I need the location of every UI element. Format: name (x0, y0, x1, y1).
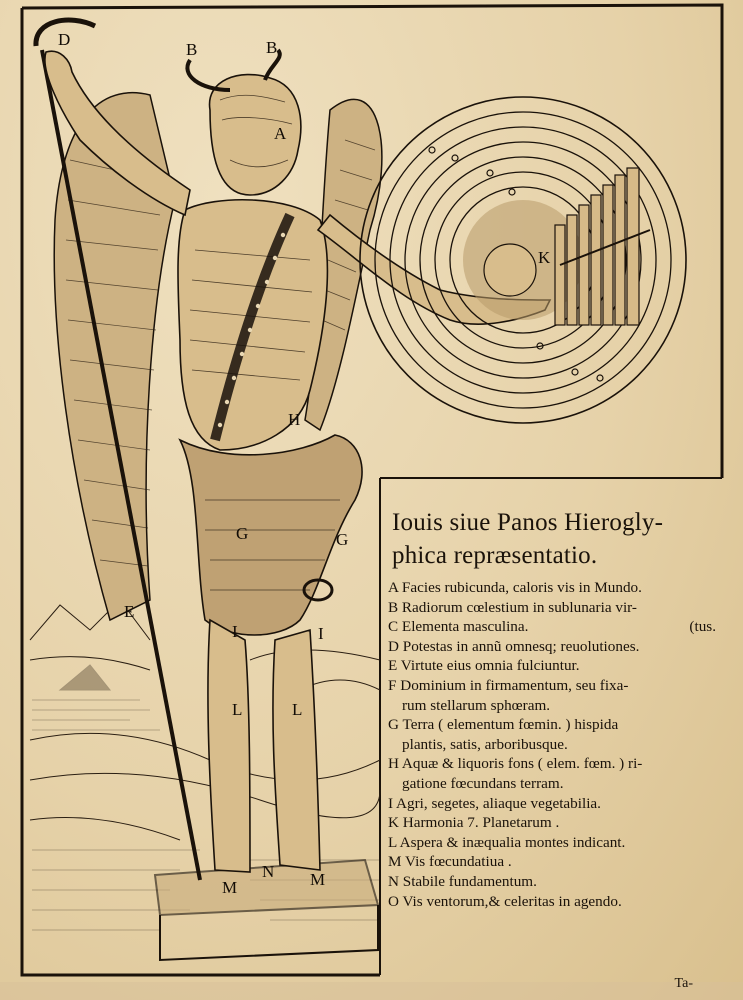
figure-label-e: E (124, 602, 135, 621)
legend-item-e: E Virtute eius omnia fulciuntur. (388, 657, 580, 675)
legend-item-h: H Aquæ & liquoris fons ( elem. fœm. ) ri- (388, 755, 643, 773)
legend-item-g-continued: plantis, satis, arboribusque. (402, 735, 568, 753)
figure-label-m-right: M (310, 870, 326, 889)
legend-item-c: C Elementa masculina. (tus. (388, 618, 716, 636)
figure-label-h: H (288, 410, 301, 429)
legend-list (388, 578, 718, 911)
figure-label-g-right: G (336, 530, 349, 549)
legend-item-o: O Vis ventorum,& celeritas in agendo. (388, 892, 622, 910)
legend-item-n: N Stabile fundamentum. (388, 872, 537, 890)
title-line-1: Iouis siue Panos Hierogly- (392, 509, 664, 536)
legend-item-f: F Dominium in firmamentum, seu fixa- (388, 676, 629, 694)
figure-label-k: K (538, 248, 551, 267)
page-title (392, 506, 722, 572)
figure-label-i-right: I (318, 624, 324, 643)
figure-label-i-left: I (232, 622, 238, 641)
legend-item-h-continued: gatione fœcundans terram. (402, 774, 564, 792)
figure-label-b-left: B (186, 40, 198, 59)
figure-label-m-left: M (222, 878, 238, 897)
figure-label-b-right: B (266, 38, 278, 57)
figure-label-l-right: L (292, 700, 303, 719)
figure-label-d: D (58, 30, 71, 49)
legend-item-g: G Terra ( elementum fœmin. ) hispida (388, 716, 619, 734)
catchword: Ta- (674, 976, 693, 991)
legend-item-m: M Vis fœcundatiua . (388, 853, 512, 871)
legend-item-f-continued: rum stellarum sphœram. (402, 696, 551, 714)
legend-item-a: A Facies rubicunda, caloris vis in Mundo. (388, 579, 642, 596)
legend-item-b: B Radiorum cœlestium in sublunaria vir- (388, 598, 637, 616)
figure-label-a: A (274, 124, 287, 143)
legend-item-l: L Aspera & inæqualia montes indicant. (388, 833, 626, 851)
legend-item-k: K Harmonia 7. Planetarum . (388, 814, 560, 832)
legend-item-c-tail: (tus. (689, 618, 716, 636)
legend-item-i: I Agri, segetes, aliaque vegetabilia. (388, 794, 601, 812)
legend-item-d: D Potestas in annũ omnesq; reuolutiones. (388, 637, 640, 655)
title-line-2: phica repræsentatio. (392, 542, 598, 569)
figure-label-g-left: G (236, 524, 249, 543)
figure-label-l-left: L (232, 700, 243, 719)
figure-label-n: N (262, 862, 275, 881)
